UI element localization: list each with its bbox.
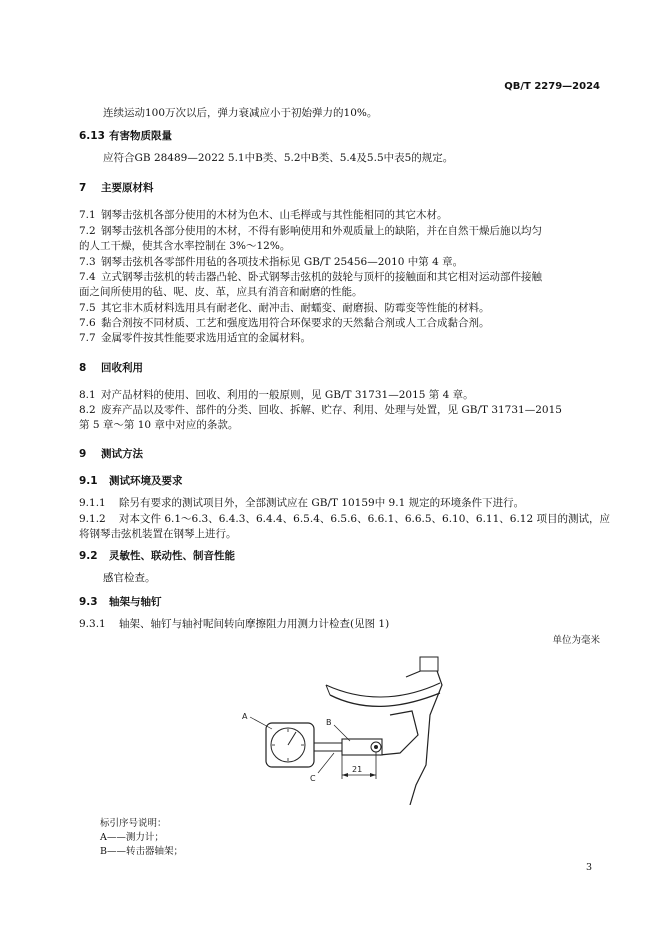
section-title: 回收利用: [101, 362, 143, 374]
clause-number: 7.4: [79, 271, 96, 283]
clause-text: 对产品材料的使用、回收、利用的一般原则，见 GB/T 31731—2015 第 4 章。: [101, 389, 474, 401]
section-9-3-heading: [79, 594, 162, 609]
section-title: 灵敏性、联动性、制音性能: [109, 550, 235, 562]
dimension-arrow-right: [370, 773, 376, 777]
section-9-2-heading: [79, 548, 235, 563]
label-c: C: [310, 774, 316, 783]
clause-7-6: [79, 316, 490, 331]
whippen-body: [406, 665, 442, 805]
clause-number: 9.1.2: [79, 513, 106, 525]
hammer-arc-outer: [326, 683, 440, 697]
section-number: 9.2: [79, 550, 98, 562]
section-number: 9: [79, 448, 87, 460]
continuation-text: 连续运动100万次以后，弹力衰减应小于初始弹力的10%。: [103, 107, 378, 119]
clause-number: 7.7: [79, 332, 96, 344]
clause-text: 废弃产品以及零件、部件的分类、回收、拆解、贮存、利用、处理与处置，见 GB/T 31731—2015: [101, 404, 562, 416]
section-9-2-body: 感官检查。: [103, 572, 156, 584]
clause-text: 钢琴击弦机各部分使用的木材，不得有影响使用和外观质量上的缺陷，并在自然干燥后施以均匀: [101, 225, 542, 237]
section-number: 9.3: [79, 596, 98, 608]
dimension-value: 21: [352, 765, 363, 774]
clause-text: 黏合剂按不同材质、工艺和强度选用符合环保要求的天然黏合剂或人工合成黏合剂。: [101, 317, 490, 329]
clause-number: 9.3.1: [79, 618, 106, 630]
clause-8-2: [79, 403, 562, 418]
clause-9-1-2: [79, 512, 610, 527]
flange-shape: [380, 711, 418, 755]
section-9-1-heading: [79, 473, 183, 488]
clause-7-1: [79, 208, 448, 223]
section-title: 轴架与轴钉: [109, 596, 162, 608]
clause-number: 7.6: [79, 317, 96, 329]
leader-c: [318, 753, 334, 773]
top-block: [420, 657, 438, 671]
section-title: 主要原材料: [101, 182, 154, 194]
label-b: B: [326, 718, 332, 727]
clause-text: 对本文件 6.1～6.3、6.4.3、6.4.4、6.5.4、6.5.6、6.6.1、6.6.5、6.10、6.11、6.12 项目的测试，应: [119, 513, 611, 525]
clause-number: 8.1: [79, 389, 96, 401]
clause-text: 金属零件按其性能要求选用适宜的金属材料。: [101, 332, 311, 344]
clause-text: 除另有要求的测试项目外，全部测试应在 GB/T 10159中 9.1 规定的环境条件下进行。: [119, 497, 525, 509]
clause-text: 其它非木质材料选用具有耐老化、耐冲击、耐蠕变、耐磨损、防霉变等性能的材料。: [101, 302, 490, 314]
clause-number: 9.1.1: [79, 497, 106, 509]
clause-number: 8.2: [79, 404, 96, 416]
clause-7-7: [79, 331, 311, 346]
clause-8-2-cont: 第 5 章～第 10 章中对应的条款。: [79, 419, 239, 431]
figure-unit-note: 单位为毫米: [552, 635, 600, 646]
figure-1-drawing: [230, 655, 450, 805]
clause-number: 7.1: [79, 209, 96, 221]
legend-title: 标引序号说明：: [100, 818, 167, 829]
clause-9-1-2-cont: 将钢琴击弦机装置在钢琴上进行。: [79, 528, 237, 540]
clause-8-1: [79, 388, 474, 403]
clause-7-3: [79, 255, 463, 270]
section-7-heading: [79, 180, 154, 195]
section-number: 6.13: [79, 130, 105, 142]
clause-text: 立式钢琴击弦机的转击器凸轮、卧式钢琴击弦机的鼓轮与顶杆的接触面和其它相对运动部件接触: [101, 271, 542, 283]
page-number: 3: [585, 862, 592, 873]
standard-code: QB/T 2279—2024: [504, 81, 600, 92]
section-6-13-heading: [79, 128, 172, 143]
section-title: 测试环境及要求: [109, 475, 183, 487]
clause-9-3-1: [79, 617, 389, 632]
clause-number: 7.2: [79, 225, 96, 237]
clause-7-4-cont: 面之间所使用的毡、呢、皮、革，应具有消音和耐磨的性能。: [79, 286, 363, 298]
legend-item: A——测力计；: [100, 832, 164, 843]
clause-number: 7.3: [79, 256, 96, 268]
section-6-13-body: 应符合GB 28489—2022 5.1中B类、5.2中B类、5.4及5.5中表5的规定。: [103, 152, 454, 164]
section-number: 9.1: [79, 475, 98, 487]
clause-number: 7.5: [79, 302, 96, 314]
legend-item: B——转击器轴架；: [100, 846, 183, 857]
clause-9-1-1: [79, 496, 524, 511]
section-8-heading: [79, 360, 143, 375]
clause-text: 钢琴击弦机各零部件用毡的各项技术指标见 GB/T 25456—2010 中第 4 章。: [101, 256, 464, 268]
clause-7-2: [79, 224, 542, 239]
section-title: 有害物质限量: [109, 130, 172, 142]
clause-7-5: [79, 301, 490, 316]
section-number: 8: [79, 362, 87, 374]
leader-a: [250, 717, 272, 729]
section-9-heading: [79, 446, 143, 461]
label-a: A: [242, 712, 248, 721]
section-number: 7: [79, 182, 87, 194]
hammer-arc: [330, 693, 440, 706]
clause-7-4: [79, 270, 542, 285]
clause-7-2-cont: 的人工干燥，使其含水率控制在 3%～12%。: [79, 240, 291, 252]
section-title: 测试方法: [101, 448, 143, 460]
center-pin-core: [374, 745, 378, 749]
clause-text: 钢琴击弦机各部分使用的木材为色木、山毛榉或与其性能相同的其它木材。: [101, 209, 448, 221]
clause-text: 轴架、轴钉与轴衬呢间转向摩擦阻力用测力计检查(见图 1): [119, 618, 390, 630]
dimension-arrow-left: [342, 773, 348, 777]
